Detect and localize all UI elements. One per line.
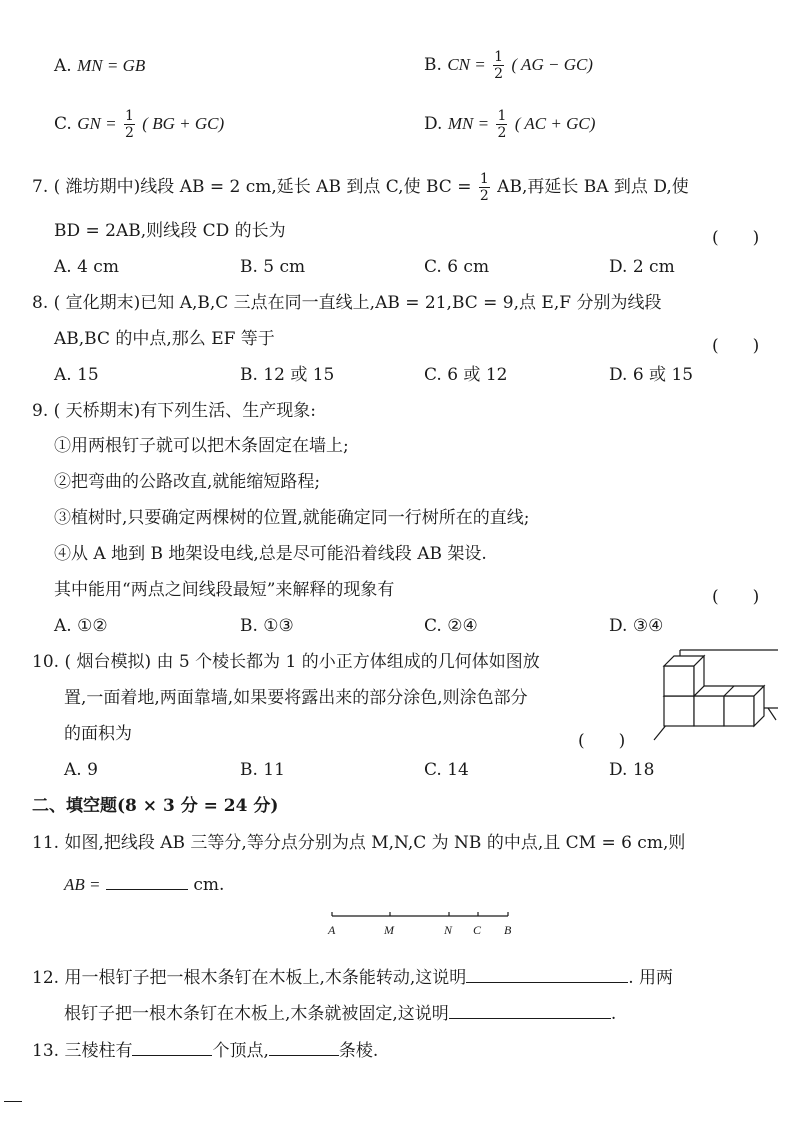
q9-item-1: ①用两根钉子就可以把木条固定在墙上; [54,436,349,456]
option-rhs: ( BG + GC) [142,114,225,133]
q6-option-a [54,57,145,75]
q8-line-1: 8. ( 宣化期末)已知 A,B,C 三点在同一直线上,AB = 21,BC = 9,点 E,F 分别为线段 [32,293,662,313]
option-lhs: MN = [447,114,490,133]
frac-num: 1 [124,108,134,124]
q7-option-a: A. 4 cm [54,257,119,277]
cube-front [724,696,754,726]
q12-answer-blank-1[interactable] [466,965,628,983]
q13-text-3: 条棱. [338,1041,379,1061]
q6-option-c [54,109,224,140]
q12-text-3: 根钉子把一根木条钉在木板上,木条就被固定,这说明 [64,1004,449,1024]
frac-den: 2 [479,188,489,204]
q10-option-b: B. 11 [240,760,285,780]
q10-answer-paren[interactable]: ( ) [578,731,626,751]
option-rhs: ( AC + GC) [514,114,596,133]
cube-front [664,666,694,696]
q8-line-2: AB,BC 的中点,那么 EF 等于 [54,329,275,349]
section-title: 二、填空题(8 × 3 分 = 24 分) [32,796,279,816]
q12-text-2: . 用两 [628,968,674,988]
cube-front [664,696,694,726]
q9-item-2: ②把弯曲的公路改直,就能缩短路程; [54,472,321,492]
q9-option-a: A. ①② [54,616,108,636]
q7-line-2: BD = 2AB,则线段 CD 的长为 [54,221,286,241]
q7-text-a: 7. ( 潍坊期中)线段 AB = 2 cm,延长 AB 到点 C,使 BC = [32,177,472,197]
q11-prefix: AB = [64,875,101,894]
option-lhs: CN = [447,55,486,74]
q13-answer-blank-1[interactable] [132,1038,212,1056]
q9-item-3: ③植树时,只要确定两棵树的位置,就能确定同一行树所在的直线; [54,508,530,528]
segment-figure [322,908,522,940]
option-label: D. [424,114,443,134]
q7-text-b: AB,再延长 BA 到点 D,使 [497,177,689,197]
point-label-a: A [328,923,336,937]
footer-rule [4,1101,22,1102]
q9-option-b: B. ①③ [240,616,294,636]
point-label-b: B [504,923,512,937]
q13-text-2: 个顶点, [212,1041,269,1061]
option-label: B. [424,55,442,75]
q10-option-c: C. 14 [424,760,469,780]
q11-answer-blank[interactable] [106,872,188,890]
floor-edge [768,708,776,720]
q8-option-c: C. 6 或 12 [424,365,508,385]
q8-option-b: B. 12 或 15 [240,365,335,385]
q12-line-2 [64,1001,616,1023]
q12-answer-blank-2[interactable] [449,1001,611,1019]
fraction [496,109,507,140]
q8-option-a: A. 15 [54,365,99,385]
q6-option-d [424,109,595,140]
q13-text-1: 13. 三棱柱有 [32,1041,133,1061]
point-label-n: N [444,923,453,937]
q9-answer-paren[interactable]: ( ) [712,587,760,607]
frac-den: 2 [494,66,504,82]
point-label-m: M [384,923,394,937]
q12-text-1: 12. 用一根钉子把一根木条钉在木板上,木条能转动,这说明 [32,968,467,988]
q9-line-1: 9. ( 天桥期末)有下列生活、生产现象: [32,401,317,421]
option-label: A. [54,56,72,76]
q9-option-d: D. ③④ [609,616,664,636]
option-rhs: ( AG − GC) [511,55,593,74]
q8-answer-paren[interactable]: ( ) [712,336,760,356]
q12-text-4: . [610,1004,617,1024]
cube-figure [650,648,780,742]
q9-line-last: 其中能用“两点之间线段最短”来解释的现象有 [54,580,395,600]
q11-line-2 [64,872,224,894]
frac-den: 2 [497,125,507,141]
q12-line-1 [32,965,673,987]
frac-num: 1 [494,49,504,65]
q10-option-d: D. 18 [609,760,655,780]
q7-answer-paren[interactable]: ( ) [712,228,760,248]
q9-option-c: C. ②④ [424,616,478,636]
q10-line-3: 的面积为 [64,724,132,744]
q11-line-1: 11. 如图,把线段 AB 三等分,等分点分别为点 M,N,C 为 NB 的中点,且 CM = 6 cm,则 [32,833,686,853]
q7-option-d: D. 2 cm [609,257,675,277]
frac-num: 1 [479,171,489,187]
option-label: C. [54,114,72,134]
q7-line-1 [32,172,689,203]
option-lhs: GN = [77,114,117,133]
cube-front [694,696,724,726]
q9-item-4: ④从 A 地到 B 地架设电线,总是尽可能沿着线段 AB 架设. [54,544,487,564]
frac-den: 2 [124,125,134,141]
point-label-c: C [473,923,482,937]
q7-option-b: B. 5 cm [240,257,306,277]
q6-option-b [424,50,593,81]
q8-option-d: D. 6 或 15 [609,365,694,385]
q13-line [32,1038,378,1060]
q10-line-1: 10. ( 烟台模拟) 由 5 个棱长都为 1 的小正方体组成的几何体如图放 [32,652,540,672]
q7-option-c: C. 6 cm [424,257,490,277]
fraction [493,50,504,81]
fraction [124,109,135,140]
frac-num: 1 [497,108,507,124]
q11-suffix: cm. [193,875,225,895]
q10-option-a: A. 9 [64,760,98,780]
q13-answer-blank-2[interactable] [269,1038,339,1056]
option-expr: MN = GB [77,56,146,75]
q10-line-2: 置,一面着地,两面靠墙,如果要将露出来的部分涂色,则涂色部分 [64,688,528,708]
fraction [479,172,490,203]
